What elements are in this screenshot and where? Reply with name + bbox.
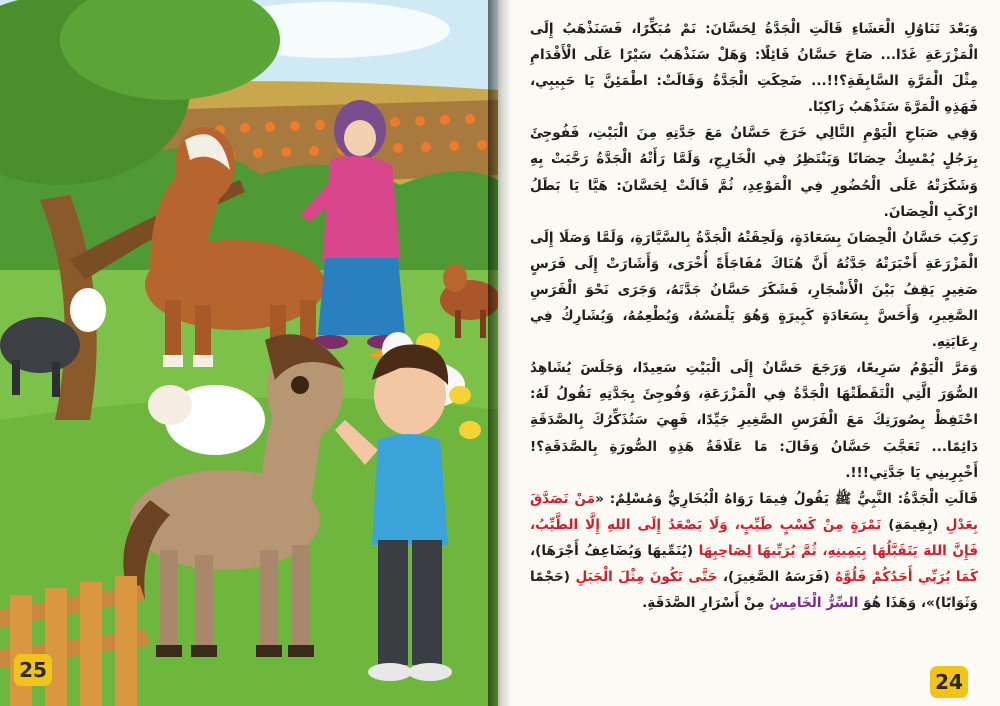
text-page xyxy=(498,0,1000,706)
illustration-page xyxy=(0,0,498,706)
hadith-quote-text: كَمَا يُرَبِّي أَحَدُكُمْ فَلُوَّهُ xyxy=(835,568,978,585)
farm-illustration xyxy=(0,0,498,706)
paragraph-text: (حَجْمًا وَثَوَابًا)»، وَهَذَا هُوَ xyxy=(530,568,978,612)
hadith-quote-text: حَتَّى تَكُونَ مِثْلَ الْجَبَلِ xyxy=(575,568,718,585)
highlighted-phrase: السِّرُّ الْخَامِسُ xyxy=(769,595,859,612)
story-paragraph xyxy=(530,120,978,224)
paragraph-text: وَمَرَّ الْيَوْمُ سَرِيعًا، وَرَجَعَ حَسَّانُ إِلَى الْبَيْتِ سَعِيدًا، وَجَلَسَ يُشَاهِدُ الصُّوَرَ الَّتِي الْتَقَطَتْهَا الْجَدَّةُ فِي الْمَزْرَعَةِ، وَفُوجِئَ بِجَدَّتِهِ تَقُولُ لَهُ: احْتَفِظْ بِصُورَتِكَ مَعَ الْفَرَسِ الصَّغِيرِ جَيِّدًا، فَهِيَ سَتُذَكِّرُكَ بِالصَّدَقَةِ دَائِمًا... تَعَجَّبَ حَسَّانُ وَقَالَ: مَا عَلَاقَةُ هَذِهِ الصُّورَةِ بِالصَّدَقَةِ؟! أَخْبِرِينِي يَا جَدَّتِي!!!. xyxy=(530,360,978,481)
book-gutter xyxy=(488,0,522,706)
paragraph-text: قَالَتِ الْجَدَّةُ: النَّبِيُّ ﷺ يَقُولُ فِيمَا رَوَاهُ الْبُخَارِيُّ وَمُسْلِمٌ: « xyxy=(595,490,978,507)
hadith-quote-text: مَنْ تَصَدَّقَ بِعَدْلِ xyxy=(530,490,978,533)
story-paragraph xyxy=(530,225,978,355)
story-paragraph xyxy=(530,355,978,485)
hadith-quote-text: تَمْرَةٍ مِنْ كَسْبٍ طَيِّبٍ، وَلَا يَصْعَدُ إِلَى اللهِ إِلَّا الطَّيِّبُ، فَإِنَّ اللهَ يَتَقَبَّلُهَا بِيَمِينِهِ، ثُمَّ يُرَبِّيهَا لِصَاحِبِهَا xyxy=(530,516,978,559)
paragraph-text: مِنْ أَسْرَارِ الصَّدَقَةِ. xyxy=(642,595,770,612)
page-number-right: 24 xyxy=(930,666,968,698)
paragraph-text: (فَرَسَهُ الصَّغِيرَ)، xyxy=(717,568,836,585)
story-paragraph xyxy=(530,486,978,616)
paragraph-text: رَكِبَ حَسَّانُ الْحِصَانَ بِسَعَادَةٍ، وَلَحِقَتْهُ الْجَدَّةُ بِالسَّيَّارَةِ، وَلَمَّا وَصَلَا إِلَى الْمَزْرَعَةِ أَخْبَرَتْهُ جَدَّتُهُ أَنَّ هُنَاكَ مُفَاجَأَةً أُخْرَى، وَأَشَارَتْ إِلَى فَرَسٍ صَغِيرٍ يَقِفُ بَيْنَ الْأَشْجَارِ، فَشَكَرَ حَسَّانُ جَدَّتَهُ، وَجَرَى نَحْوَ الْفَرَسِ الصَّغِيرِ، وَأَحَسَّ بِسَعَادَةٍ كَبِيرَةٍ وَهُوَ يَلْمَسُهُ، وَيُطْعِمُهُ، وَيُشَارِكُ فِي رِعَايَتِهِ. xyxy=(530,229,978,351)
paragraph-text: (بِقِيمَةِ) xyxy=(881,516,946,533)
paragraph-text: وَبَعْدَ تَنَاوُلِ الْعَشَاءِ قَالَتِ الْجَدَّةُ لِحَسَّانَ: نَمْ مُبَكِّرًا، فَسَنَذْهَبُ إِلَى الْمَزْرَعَةِ غَدًا... صَاحَ حَسَّانُ قَائِلًا: وَهَلْ سَنَذْهَبُ سَيْرًا عَلَى الْأَقْدَامِ مِثْلَ الْمَرَّةِ السَّابِقَةِ؟!!... ضَحِكَتِ الْجَدَّةُ وَقَالَتْ: اطْمَئِنَّ يَا حَبِيبِي، فَهَذِهِ الْمَرَّةَ سَتَذْهَبُ رَاكِبًا. xyxy=(530,21,978,116)
story-text xyxy=(530,16,978,616)
paragraph-text: (يُنَمِّيهَا وَيُضَاعِفُ أَجْرَهَا)، xyxy=(530,542,699,559)
page-number-left: 25 xyxy=(14,654,52,686)
paragraph-text: وَفِي صَبَاحِ الْيَوْمِ التَّالِي خَرَجَ حَسَّانُ مَعَ جَدَّتِهِ مِنَ الْبَيْتِ، فَفُوجِئَ بِرَجُلٍ يُمْسِكُ حِصَانًا وَيَنْتَظِرُ فِي الْخَارِجِ، وَلَمَّا رَأَتْهُ الْجَدَّةُ رَحَّبَتْ بِهِ وَشَكَرَتْهُ عَلَى الْحُضُورِ فِي الْمَوْعِدِ، ثُمَّ قَالَتْ لِحَسَّانَ: هَيَّا يَا بَطَلُ ارْكَبِ الْحِصَانَ. xyxy=(530,125,978,220)
story-paragraph xyxy=(530,16,978,120)
